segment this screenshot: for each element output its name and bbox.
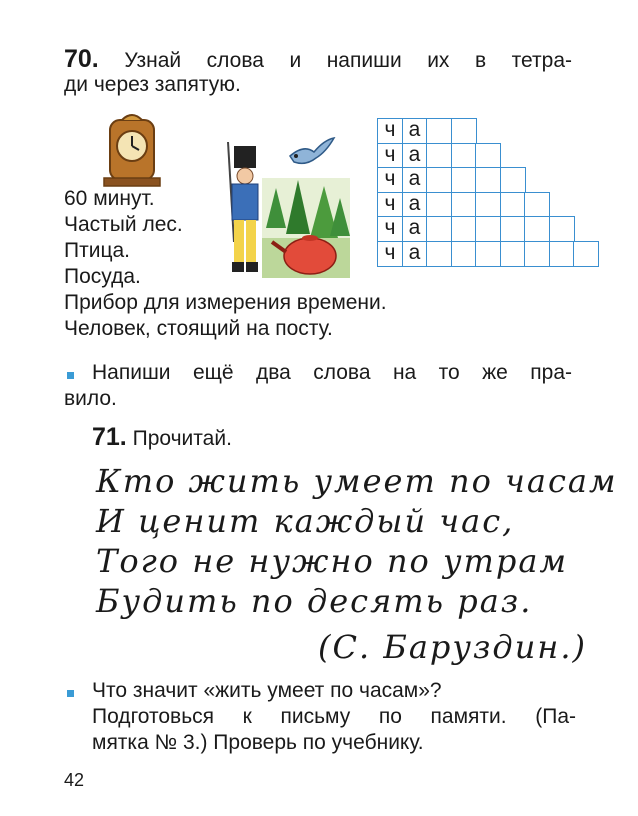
bird-illustration <box>286 136 336 170</box>
exercise-70-task <box>64 46 572 74</box>
clue-1: 60 минут. <box>64 187 155 210</box>
forest-and-teapot-illustration <box>262 178 350 278</box>
grid-cell <box>500 167 526 193</box>
poem-line-4: Будить по десять раз. <box>96 582 533 620</box>
grid-cell <box>475 216 501 242</box>
poem-line-3: Того не нужно по утрам <box>96 542 568 580</box>
grid-cell <box>475 167 501 193</box>
grid-cell <box>451 241 477 267</box>
grid-cell <box>426 241 452 267</box>
grid-cell: ч <box>377 216 403 242</box>
grid-cell <box>426 143 452 169</box>
grid-cell: а <box>402 241 428 267</box>
grid-cell <box>451 167 477 193</box>
grid-cell: а <box>402 167 428 193</box>
word-grid <box>377 118 577 278</box>
poem-author: (С. Баруздин.) <box>318 628 588 666</box>
clue-3: Птица. <box>64 239 130 262</box>
grid-cell: а <box>402 143 428 169</box>
grid-cell <box>524 241 550 267</box>
grid-cell <box>573 241 599 267</box>
clue-4: Посуда. <box>64 265 141 288</box>
grid-cell <box>500 216 526 242</box>
grid-cell: ч <box>377 118 403 144</box>
grid-cell <box>549 241 575 267</box>
page-number: 42 <box>64 770 85 790</box>
grid-cell <box>451 143 477 169</box>
grid-cell <box>524 192 550 218</box>
exercise-71-number: 71. <box>92 423 127 451</box>
grid-cell <box>451 118 477 144</box>
extra-task-line1: Напиши ещё два слова на то же пра- <box>92 361 572 384</box>
exercise-71-task <box>92 424 232 452</box>
prep-line1: Подготовься к письму по памяти. (Па- <box>92 705 576 728</box>
grid-cell <box>475 192 501 218</box>
clue-5: Прибор для измерения времени. <box>64 291 387 314</box>
poem-line-2: И ценит каждый час, <box>96 502 515 540</box>
grid-cell: ч <box>377 241 403 267</box>
clue-6: Человек, стоящий на посту. <box>64 317 333 340</box>
grid-cell <box>549 216 575 242</box>
exercise-71-task-text: Прочитай. <box>132 427 232 450</box>
grid-cell <box>426 167 452 193</box>
exercise-70-task-line1: Узнай слова и напиши их в тетра- <box>124 49 572 72</box>
exercise-70-number: 70. <box>64 45 99 73</box>
grid-cell <box>475 143 501 169</box>
grid-cell <box>426 118 452 144</box>
grid-cell: а <box>402 216 428 242</box>
extra-task-line2: вило. <box>64 387 117 410</box>
grid-cell <box>426 192 452 218</box>
grid-cell <box>500 192 526 218</box>
grid-cell <box>500 241 526 267</box>
question-text: Что значит «жить умеет по часам»? <box>92 679 442 702</box>
grid-cell: ч <box>377 167 403 193</box>
clue-2: Частый лес. <box>64 213 183 236</box>
grid-cell: ч <box>377 143 403 169</box>
poem-line-1: Кто жить умеет по часам <box>96 462 618 500</box>
mantel-clock-illustration <box>100 112 164 192</box>
grid-cell <box>426 216 452 242</box>
grid-cell <box>524 216 550 242</box>
prep-line2: мятка № 3.) Проверь по учебнику. <box>92 731 424 754</box>
grid-cell: ч <box>377 192 403 218</box>
grid-cell <box>475 241 501 267</box>
bullet-marker <box>67 690 74 697</box>
soldier-illustration <box>218 142 264 278</box>
bullet-marker <box>67 372 74 379</box>
grid-cell: а <box>402 192 428 218</box>
grid-cell: а <box>402 118 428 144</box>
grid-cell <box>451 216 477 242</box>
exercise-70-task-line2: ди через запятую. <box>64 73 241 96</box>
grid-cell <box>451 192 477 218</box>
